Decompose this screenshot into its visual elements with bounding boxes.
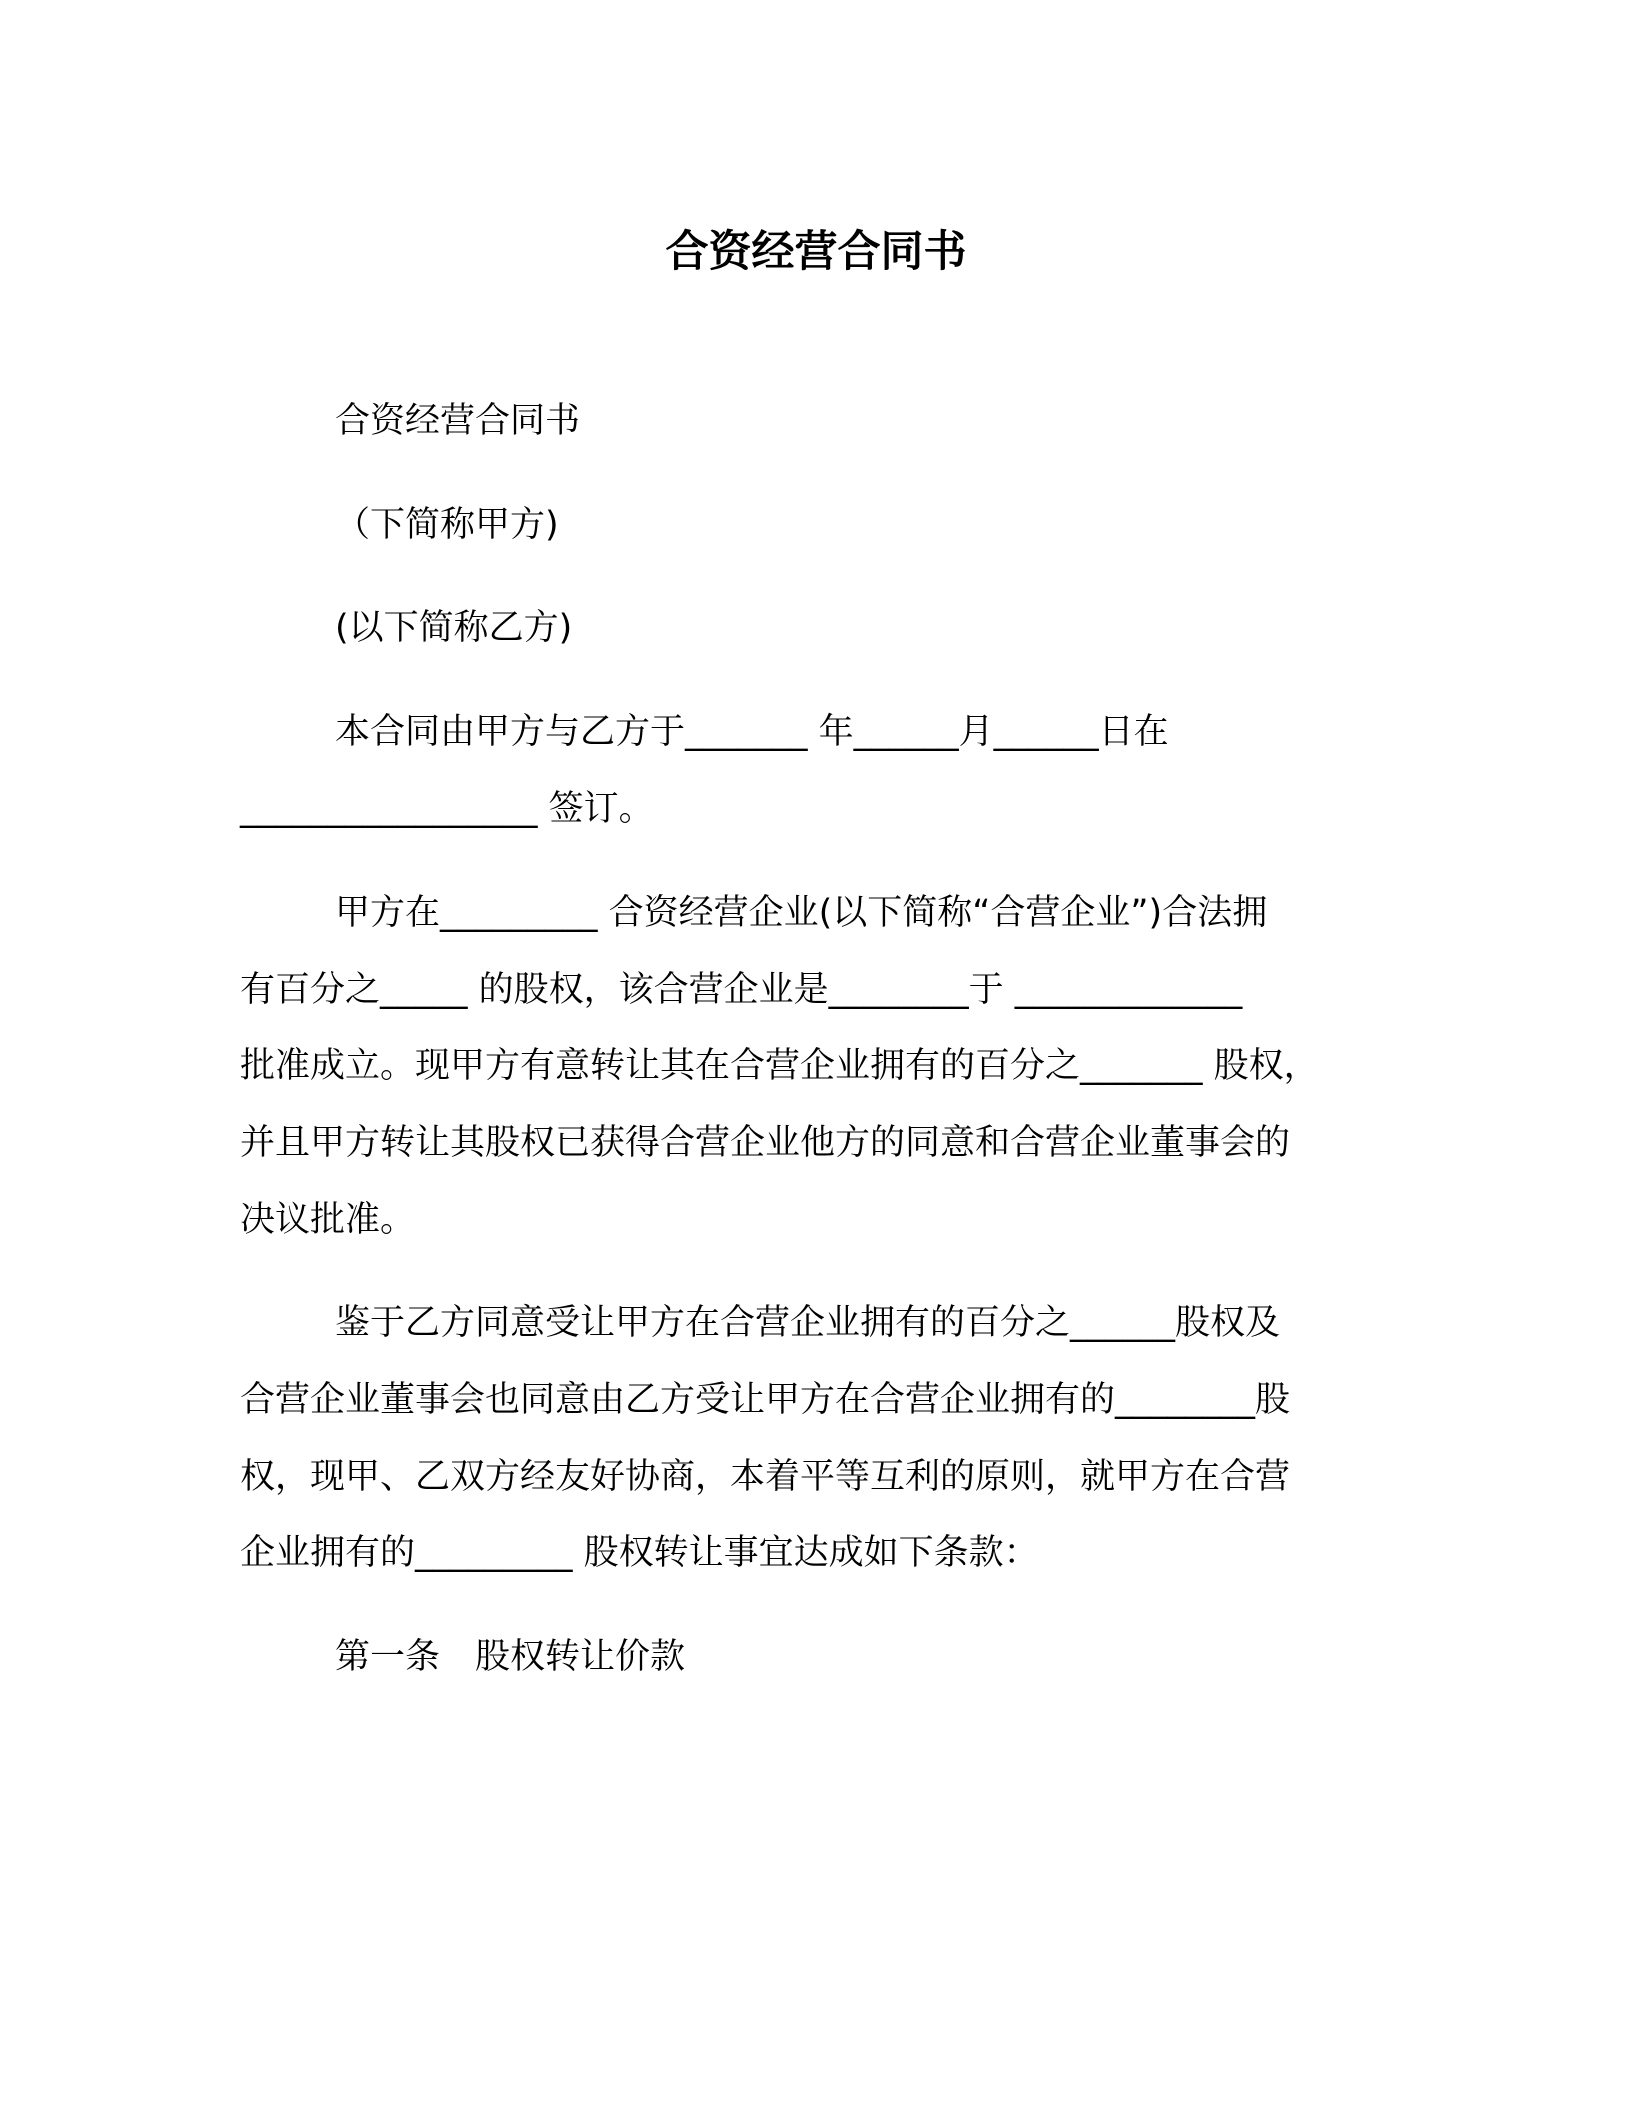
paragraph-line: 批准成立。现甲方有意转让其在合营企业拥有的百分之_______ 股权，	[240, 1046, 1319, 1086]
party-b-line: (以下简称乙方)	[335, 608, 573, 648]
party-a-line: （下简称甲方)	[335, 505, 559, 545]
paragraph-line: 鉴于乙方同意受让甲方在合营企业拥有的百分之______股权及	[335, 1303, 1281, 1343]
paragraph-line: 本合同由甲方与乙方于_______ 年______月______日在	[335, 712, 1169, 752]
paragraph-line: 合营企业董事会也同意由乙方受让甲方在合营企业拥有的________股	[240, 1380, 1291, 1420]
paragraph-line: 决议批准。	[240, 1200, 416, 1240]
paragraph-line: 并且甲方转让其股权已获得合营企业他方的同意和合营企业董事会的	[240, 1123, 1291, 1163]
paragraph-line: 甲方在_________ 合资经营企业(以下简称“合营企业”)合法拥	[335, 893, 1268, 933]
paragraph-line: 有百分之_____ 的股权，该合营企业是________于 _____________	[240, 970, 1243, 1010]
subtitle-line: 合资经营合同书	[335, 401, 581, 441]
paragraph-line: 企业拥有的_________ 股权转让事宜达成如下条款：	[240, 1533, 1039, 1573]
paragraph-line: _________________ 签订。	[240, 789, 654, 829]
paragraph-line: 权，现甲、乙双方经友好协商，本着平等互利的原则，就甲方在合营	[240, 1457, 1291, 1497]
article-heading: 第一条 股权转让价款	[335, 1637, 686, 1677]
document-title: 合资经营合同书	[665, 227, 967, 277]
